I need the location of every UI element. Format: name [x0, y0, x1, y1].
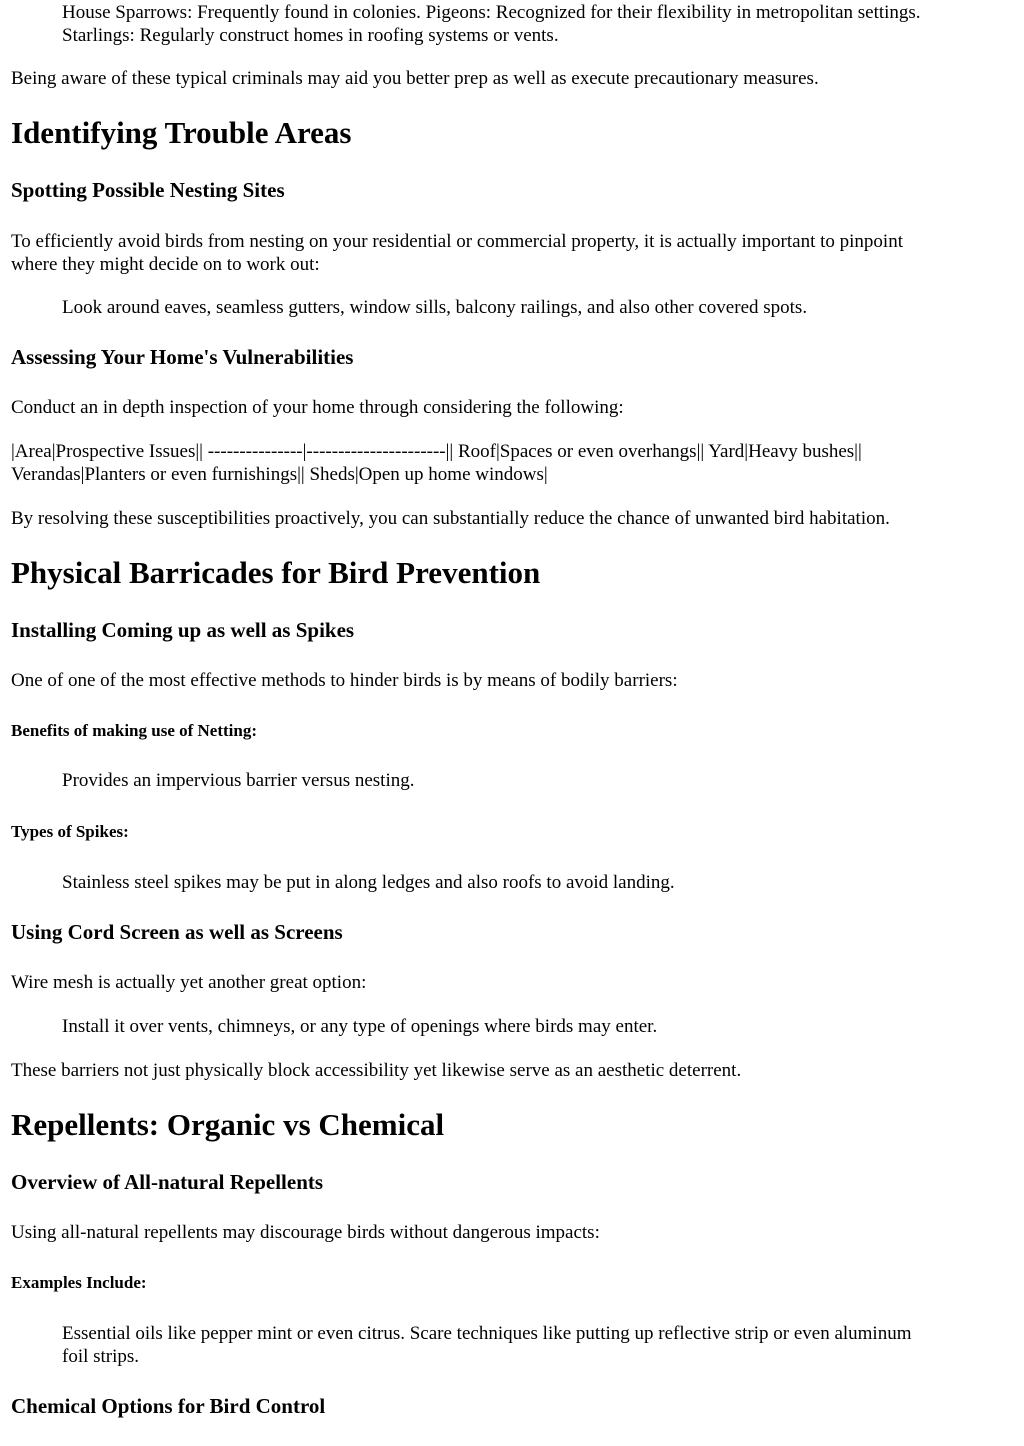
heading-installing-spikes: Installing Coming up as well as Spikes: [11, 618, 355, 642]
vulnerabilities-closing-paragraph: By resolving these susceptibilities proactively, you can substantially reduce the chance of unwanted bird habitation.: [11, 508, 890, 529]
heading-chemical-options: Chemical Options for Bird Control: [11, 1394, 326, 1418]
heading-identifying-trouble-areas: Identifying Trouble Areas: [11, 115, 352, 150]
vulnerabilities-paragraph: Conduct an in depth inspection of your home through considering the following:: [11, 397, 624, 418]
examples-quote-line-2: foil strips.: [62, 1346, 140, 1367]
heading-assessing-vulnerabilities: Assessing Your Home's Vulnerabilities: [11, 345, 354, 369]
spikes-quote: Stainless steel spikes may be put in along ledges and also roofs to avoid landing.: [62, 872, 675, 893]
nesting-paragraph-line-2: where they might decide on to work out:: [11, 254, 320, 275]
examples-quote-line-1: Essential oils like pepper mint or even citrus. Scare techniques like putting up reflective strip or even aluminum: [62, 1323, 912, 1344]
wire-mesh-paragraph: Wire mesh is actually yet another great option:: [11, 972, 367, 993]
heading-types-of-spikes: Types of Spikes:: [11, 822, 129, 841]
heading-physical-barricades: Physical Barricades for Bird Prevention: [11, 555, 541, 590]
heading-netting-benefits: Benefits of making use of Netting:: [11, 721, 258, 740]
intro-quote-line-1: House Sparrows: Frequently found in colonies. Pigeons: Recognized for their flexibility in metropolitan settings.: [62, 2, 921, 23]
netting-quote: Provides an impervious barrier versus nesting.: [62, 770, 415, 791]
barriers-closing-paragraph: These barriers not just physically block accessibility yet likewise serve as an aesthetic deterrent.: [11, 1060, 742, 1081]
intro-quote-line-2: Starlings: Regularly construct homes in roofing systems or vents.: [62, 25, 559, 46]
wire-mesh-quote: Install it over vents, chimneys, or any type of openings where birds may enter.: [62, 1016, 658, 1037]
heading-natural-repellents: Overview of All-natural Repellents: [11, 1170, 324, 1194]
area-table-text-line-2: Verandas|Planters or even furnishings|| Sheds|Open up home windows|: [11, 464, 548, 485]
area-table-text-line-1: |Area|Prospective Issues|| ---------------|----------------------|| Roof|Spaces or even overhangs|| Yard|Heavy bushes||: [11, 441, 862, 462]
nesting-quote: Look around eaves, seamless gutters, window sills, balcony railings, and also other covered spots.: [62, 297, 808, 318]
heading-repellents: Repellents: Organic vs Chemical: [11, 1107, 445, 1142]
heading-spotting-nesting-sites: Spotting Possible Nesting Sites: [11, 178, 285, 202]
natural-repellents-paragraph: Using all-natural repellents may discourage birds without dangerous impacts:: [11, 1222, 600, 1243]
heading-examples-include: Examples Include:: [11, 1273, 147, 1292]
nesting-paragraph-line-1: To efficiently avoid birds from nesting on your residential or commercial property, it is actually important to pinpoint: [11, 231, 903, 252]
barriers-paragraph: One of one of the most effective methods to hinder birds is by means of bodily barriers:: [11, 670, 678, 691]
heading-cord-screen: Using Cord Screen as well as Screens: [11, 920, 343, 944]
intro-paragraph: Being aware of these typical criminals may aid you better prep as well as execute precautionary measures.: [11, 68, 819, 89]
